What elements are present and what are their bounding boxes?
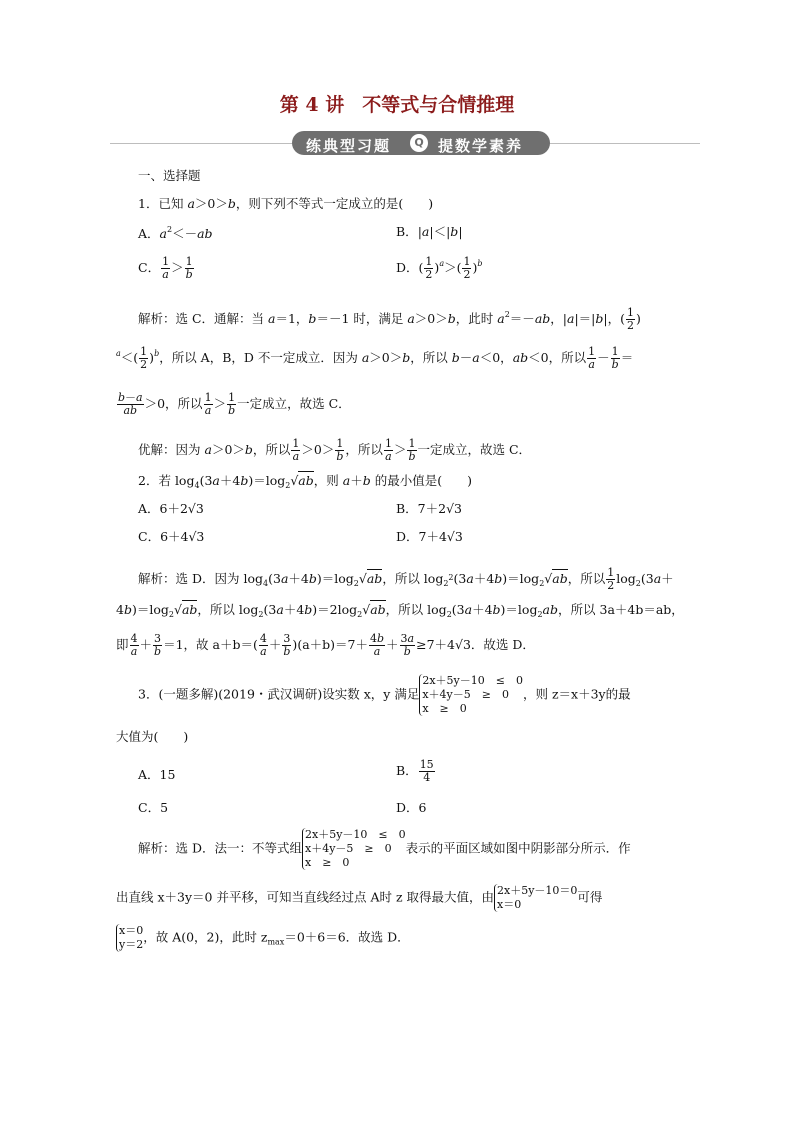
q1-option-c: C． $\frac{1}{a}$ ＞ $\frac{1}{b}$: [138, 255, 193, 281]
section-heading: 一、选择题: [138, 168, 201, 183]
q3-point-system: x＝0 y＝2: [116, 924, 143, 952]
q2-option-c: C．6＋4√3: [138, 529, 205, 544]
q1-solution-line3: $\frac{b-a}{ab}$ ＞0，所以 $\frac{1}{a}$ ＞ $\frac{1}{b}$ 一定成立，故选 C．: [118, 391, 351, 417]
page-title: 第 4 讲 不等式与合情推理: [279, 94, 515, 116]
section-banner: [292, 131, 550, 155]
q1-solution-line1: 解析：选 C．通解：当 a＝1，b＝－1 时，满足 a＞0＞b，此时 $a^2=-ab$，|a|＝|b|，( $\frac{1}{2}$ ): [138, 306, 641, 332]
q2-solution-line2: $4b)=\log_2√ab$，所以 $\log_2(3a+4b)=2\log_2√ab$，所以 $\log_2(3a+4b)=\log_2ab$，所以 3a＋4b＝ab，: [116, 602, 684, 619]
q1-option-a: A．$a^2<-ab$: [138, 225, 213, 241]
banner-badge-icon: Q: [410, 134, 428, 152]
q3-stem: 3．(一题多解)(2019・武汉调研)设实数 x，y 满足 2x＋5y－10 ≤ 0 x＋4y－5 ≥ 0 x ≥ 0 ，则 z＝x＋3y的最: [138, 674, 631, 715]
q3-option-b: B． $\frac{15}{4}$: [396, 758, 434, 784]
q3-intersection-system: 2x＋5y－10＝0 x＝0: [494, 884, 577, 912]
q3-solution-line3: x＝0 y＝2 ，故 A(0，2)，此时 $z_{max}=0+6=6$．故选 D．: [116, 924, 410, 952]
q1-solution-line2: $^a$＜( $\frac{1}{2}$ )$^b$，所以 A，B，D 不一定成立．因为 a＞0＞b，所以 b－a＜0，ab＜0，所以 $\frac{1}{a}$ － $\frac{1}{b}$ ＝: [116, 345, 634, 371]
q2-solution-line1: 解析：选 D．因为 $\log_4(3a+4b)=\log_2√ab$，所以 $\log_{2^2}(3a+4b)=\log_2√ab$，所以 $\frac{1}{2}$ $\log_2(3a+$: [138, 566, 674, 592]
q2-stem: 2．若 $\log_4(3a+4b)=\log_2√ab$，则 a＋b 的最小值是( ): [138, 473, 472, 490]
q2-option-b: B．7＋2√3: [396, 501, 463, 516]
q3-solution-line2: 出直线 x＋3y＝0 并平移，可知当直线经过点 A时 z 取得最大值，由 2x＋5y－10＝0 x＝0 可得: [116, 884, 603, 911]
q1-stem: 1．已知 a＞0＞b，则下列不等式一定成立的是( ): [138, 196, 434, 211]
banner-right-text: 提数学素养: [438, 137, 524, 155]
q1-option-d: D．( $\frac{1}{2}$ )$^a$＞( $\frac{1}{2}$ )$^b$: [396, 255, 483, 281]
q3-option-a: A．15: [138, 767, 176, 782]
q3-stem-line2: 大值为( ): [116, 729, 189, 744]
q1-optimal-solution: 优解：因为 a＞0＞b，所以 $\frac{1}{a}$ ＞0＞ $\frac{1}{b}$ ，所以 $\frac{1}{a}$ ＞ $\frac{1}{b}$ 一定成立，故选 C．: [138, 437, 532, 463]
q3-option-c: C．5: [138, 800, 169, 815]
q3-constraint-system: 2x＋5y－10 ≤ 0 x＋4y－5 ≥ 0 x ≥ 0: [419, 674, 523, 716]
q1-option-b: B．|a|＜|b|: [396, 224, 463, 239]
q2-option-d: D．7＋4√3: [396, 529, 463, 544]
q2-solution-line3: 即 $\frac{4}{a}$ ＋ $\frac{3}{b}$ ＝1，故 a＋b＝( $\frac{4}{a}$ ＋ $\frac{3}{b}$ )(a＋b)＝7＋ $\frac{4b}{a}$ ＋ $\frac{3a}{b}$ ≥7＋4√3．故选 D．: [116, 632, 535, 658]
q2-option-a: A．6＋2√3: [138, 501, 204, 516]
q3-option-d: D．6: [396, 800, 427, 815]
banner-left-text: 练典型习题: [306, 137, 392, 155]
q3-solution-system: 2x＋5y－10 ≤ 0 x＋4y－5 ≥ 0 x ≥ 0: [302, 828, 406, 870]
q3-solution-line1: 解析：选 D．法一：不等式组 2x＋5y－10 ≤ 0 x＋4y－5 ≥ 0 x ≥ 0 表示的平面区域如图中阴影部分所示．作: [138, 828, 631, 869]
